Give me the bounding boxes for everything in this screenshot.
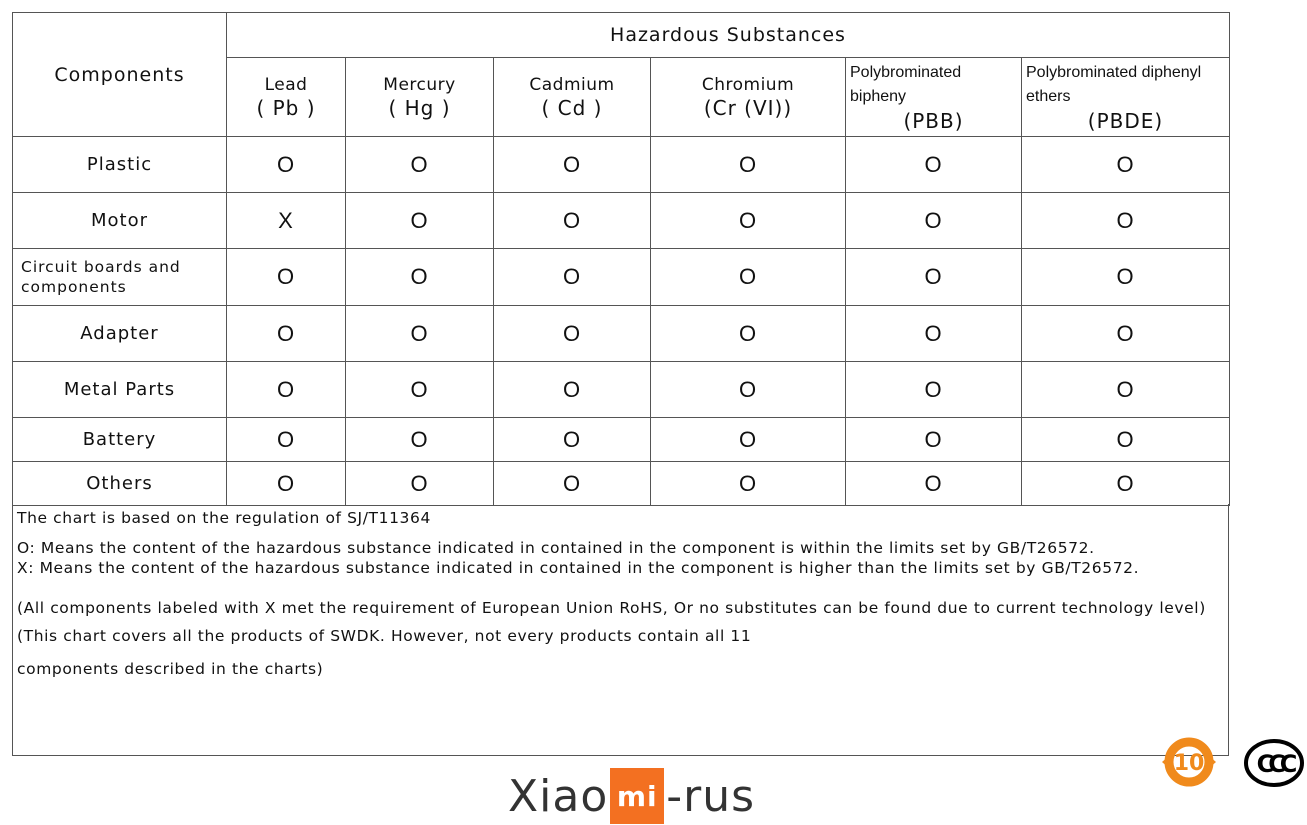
compliance-mark: O bbox=[1022, 137, 1230, 193]
compliance-mark: O bbox=[846, 249, 1022, 306]
compliance-mark: O bbox=[227, 362, 346, 418]
substance-header bbox=[1022, 58, 1230, 137]
compliance-mark: O bbox=[1022, 306, 1230, 362]
note-x: X: Means the content of the hazardous substance indicated in contained in the component is higher than the limits set by GB/T26572. bbox=[17, 559, 1140, 577]
compliance-mark: O bbox=[346, 362, 494, 418]
compliance-mark: O bbox=[1022, 418, 1230, 462]
compliance-mark: O bbox=[651, 193, 846, 249]
compliance-mark: O bbox=[494, 362, 651, 418]
compliance-mark: O bbox=[346, 306, 494, 362]
svg-text:CCC: CCC bbox=[1256, 750, 1292, 778]
compliance-mark: O bbox=[494, 137, 651, 193]
table-row bbox=[13, 418, 1230, 462]
compliance-mark: O bbox=[651, 137, 846, 193]
component-name: Circuit boards and components bbox=[13, 249, 227, 306]
compliance-mark: O bbox=[494, 418, 651, 462]
compliance-mark: O bbox=[346, 462, 494, 506]
components-header: Components bbox=[13, 13, 227, 137]
compliance-mark: O bbox=[346, 249, 494, 306]
compliance-mark: O bbox=[651, 306, 846, 362]
compliance-mark: O bbox=[494, 249, 651, 306]
substance-name: Polybrominated bipheny bbox=[850, 64, 962, 105]
substance-header bbox=[227, 58, 346, 137]
substance-symbol: ( Hg ) bbox=[388, 96, 451, 120]
compliance-mark: O bbox=[651, 362, 846, 418]
compliance-mark: O bbox=[1022, 462, 1230, 506]
compliance-mark: O bbox=[1022, 193, 1230, 249]
compliance-mark: O bbox=[346, 193, 494, 249]
note-coverage-cont: components described in the charts) bbox=[17, 660, 324, 678]
compliance-mark: O bbox=[1022, 362, 1230, 418]
compliance-mark: O bbox=[846, 418, 1022, 462]
mi-logo-icon: mi bbox=[610, 768, 664, 824]
table-row bbox=[13, 462, 1230, 506]
compliance-mark: O bbox=[651, 249, 846, 306]
substance-name: Chromium bbox=[701, 75, 795, 95]
hazardous-header: Hazardous Substances bbox=[227, 13, 1230, 58]
notes bbox=[12, 504, 1229, 756]
substance-symbol: ( Pb ) bbox=[256, 96, 316, 120]
substance-name: Cadmium bbox=[529, 75, 615, 95]
note-coverage: (This chart covers all the products of SWDK. However, not every products contain all 11 bbox=[17, 627, 752, 645]
compliance-mark: O bbox=[494, 193, 651, 249]
compliance-mark: O bbox=[494, 462, 651, 506]
compliance-mark: O bbox=[846, 306, 1022, 362]
ccc-certification-icon bbox=[1243, 737, 1305, 789]
compliance-mark: O bbox=[227, 249, 346, 306]
compliance-mark: O bbox=[846, 362, 1022, 418]
table-row bbox=[13, 249, 1230, 306]
logo-text-left: Xiao bbox=[508, 770, 609, 822]
substance-name: Mercury bbox=[383, 75, 456, 95]
note-o: O: Means the content of the hazardous substance indicated in contained in the component is within the limits set by GB/T26572. bbox=[17, 539, 1095, 557]
substance-header bbox=[846, 58, 1022, 137]
xiaomi-rus-logo bbox=[508, 768, 755, 824]
compliance-mark: O bbox=[227, 137, 346, 193]
compliance-mark: X bbox=[227, 193, 346, 249]
substance-header bbox=[494, 58, 651, 137]
compliance-mark: O bbox=[651, 418, 846, 462]
substance-symbol: (Cr (VI)) bbox=[703, 96, 793, 120]
substance-header bbox=[651, 58, 846, 137]
compliance-mark: O bbox=[346, 418, 494, 462]
compliance-mark: O bbox=[846, 137, 1022, 193]
substance-symbol: ( Cd ) bbox=[541, 96, 603, 120]
substance-name: Polybrominated diphenyl ethers bbox=[1026, 64, 1202, 105]
compliance-mark: O bbox=[846, 193, 1022, 249]
table-row bbox=[13, 362, 1230, 418]
compliance-mark: O bbox=[227, 462, 346, 506]
compliance-mark: O bbox=[651, 462, 846, 506]
hazardous-substances-table bbox=[12, 12, 1230, 506]
compliance-mark: O bbox=[227, 306, 346, 362]
component-name: Others bbox=[13, 462, 227, 506]
note-regulation: The chart is based on the regulation of SJ/T11364 bbox=[17, 509, 431, 527]
table-row bbox=[13, 193, 1230, 249]
component-name: Motor bbox=[13, 193, 227, 249]
compliance-mark: O bbox=[846, 462, 1022, 506]
epup-10-icon bbox=[1160, 735, 1218, 789]
component-name: Battery bbox=[13, 418, 227, 462]
compliance-mark: O bbox=[1022, 249, 1230, 306]
component-name: Metal Parts bbox=[13, 362, 227, 418]
logo-text-right: -rus bbox=[666, 770, 756, 822]
substance-header bbox=[346, 58, 494, 137]
table-row bbox=[13, 306, 1230, 362]
compliance-mark: O bbox=[227, 418, 346, 462]
note-rohs: (All components labeled with X met the requirement of European Union RoHS, Or no substitutes can be found due to current technology level) bbox=[17, 599, 1206, 617]
compliance-mark: O bbox=[346, 137, 494, 193]
substance-symbol: (PBB) bbox=[903, 109, 964, 133]
substance-symbol: (PBDE) bbox=[1087, 109, 1164, 133]
compliance-mark: O bbox=[494, 306, 651, 362]
component-name: Adapter bbox=[13, 306, 227, 362]
table-row bbox=[13, 137, 1230, 193]
substance-name: Lead bbox=[264, 75, 308, 95]
svg-text:10: 10 bbox=[1173, 751, 1205, 776]
component-name: Plastic bbox=[13, 137, 227, 193]
